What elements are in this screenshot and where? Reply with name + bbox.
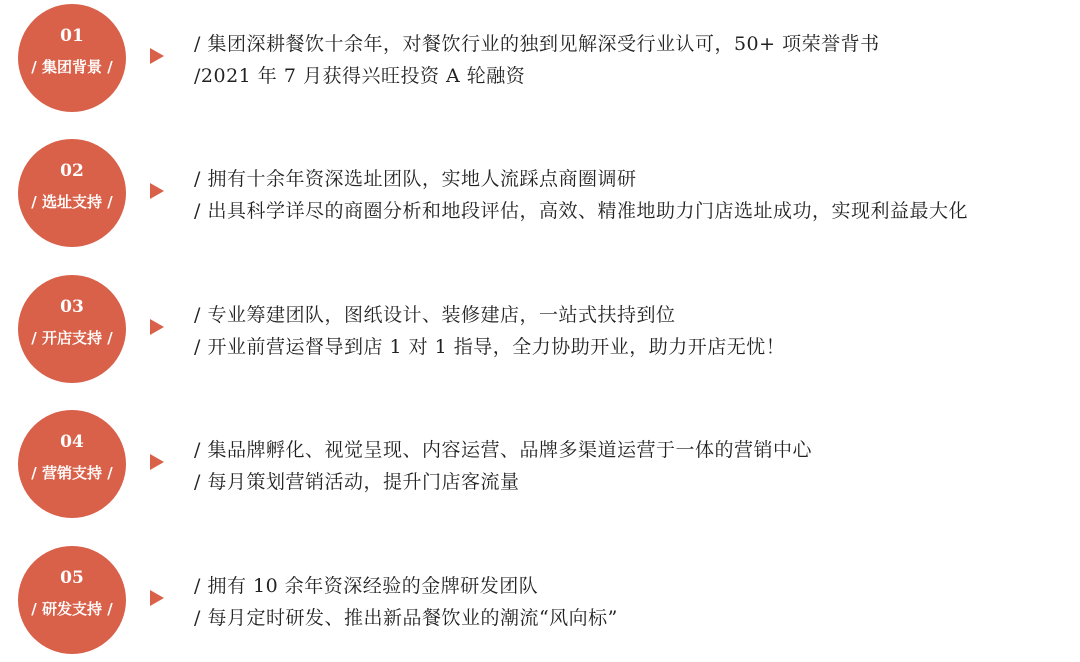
description-line: / 每月策划营销活动，提升门店客流量 bbox=[194, 471, 520, 493]
support-item-4 bbox=[0, 406, 1080, 526]
description-line: / 拥有十余年资深选址团队，实地人流踩点商圈调研 bbox=[194, 168, 637, 190]
section-badge bbox=[18, 4, 126, 112]
description-line: / 每月定时研发、推出新品餐饮业的潮流“风向标” bbox=[194, 607, 618, 629]
badge-title: / 集团背景 / bbox=[31, 58, 113, 76]
triangle-right-icon bbox=[150, 590, 164, 606]
badge-title: / 选址支持 / bbox=[31, 193, 113, 211]
description-line: / 专业筹建团队，图纸设计、装修建店，一站式扶持到位 bbox=[194, 304, 676, 326]
badge-number: 03 bbox=[60, 297, 84, 317]
description-lines bbox=[194, 163, 968, 227]
badge-title: / 研发支持 / bbox=[31, 600, 113, 618]
support-item-3 bbox=[0, 271, 1080, 391]
support-item-2 bbox=[0, 135, 1080, 255]
section-badge bbox=[18, 410, 126, 518]
section-badge bbox=[18, 275, 126, 383]
badge-number: 04 bbox=[60, 432, 84, 452]
badge-number: 01 bbox=[60, 26, 84, 46]
badge-title: / 营销支持 / bbox=[31, 464, 113, 482]
support-item-1 bbox=[0, 0, 1080, 120]
section-badge bbox=[18, 546, 126, 654]
support-item-5 bbox=[0, 542, 1080, 662]
description-lines bbox=[194, 28, 880, 92]
triangle-right-icon bbox=[150, 454, 164, 470]
triangle-right-icon bbox=[150, 48, 164, 64]
triangle-right-icon bbox=[150, 319, 164, 335]
description-line: / 集品牌孵化、视觉呈现、内容运营、品牌多渠道运营于一体的营销中心 bbox=[194, 439, 812, 461]
description-line: / 出具科学详尽的商圈分析和地段评估，高效、精准地助力门店选址成功，实现利益最大化 bbox=[194, 200, 968, 222]
badge-title: / 开店支持 / bbox=[31, 329, 113, 347]
description-line: / 拥有 10 余年资深经验的金牌研发团队 bbox=[194, 575, 539, 597]
description-lines bbox=[194, 570, 618, 634]
section-badge bbox=[18, 139, 126, 247]
triangle-right-icon bbox=[150, 183, 164, 199]
description-lines bbox=[194, 434, 812, 498]
description-line: / 开业前营运督导到店 1 对 1 指导，全力协助开业，助力开店无忧！ bbox=[194, 336, 786, 358]
badge-number: 02 bbox=[60, 161, 84, 181]
description-line: / 集团深耕餐饮十余年，对餐饮行业的独到见解深受行业认可，50+ 项荣誉背书 bbox=[194, 33, 880, 55]
description-lines bbox=[194, 299, 785, 363]
badge-number: 05 bbox=[60, 568, 84, 588]
description-line: /2021 年 7 月获得兴旺投资 A 轮融资 bbox=[194, 65, 526, 87]
